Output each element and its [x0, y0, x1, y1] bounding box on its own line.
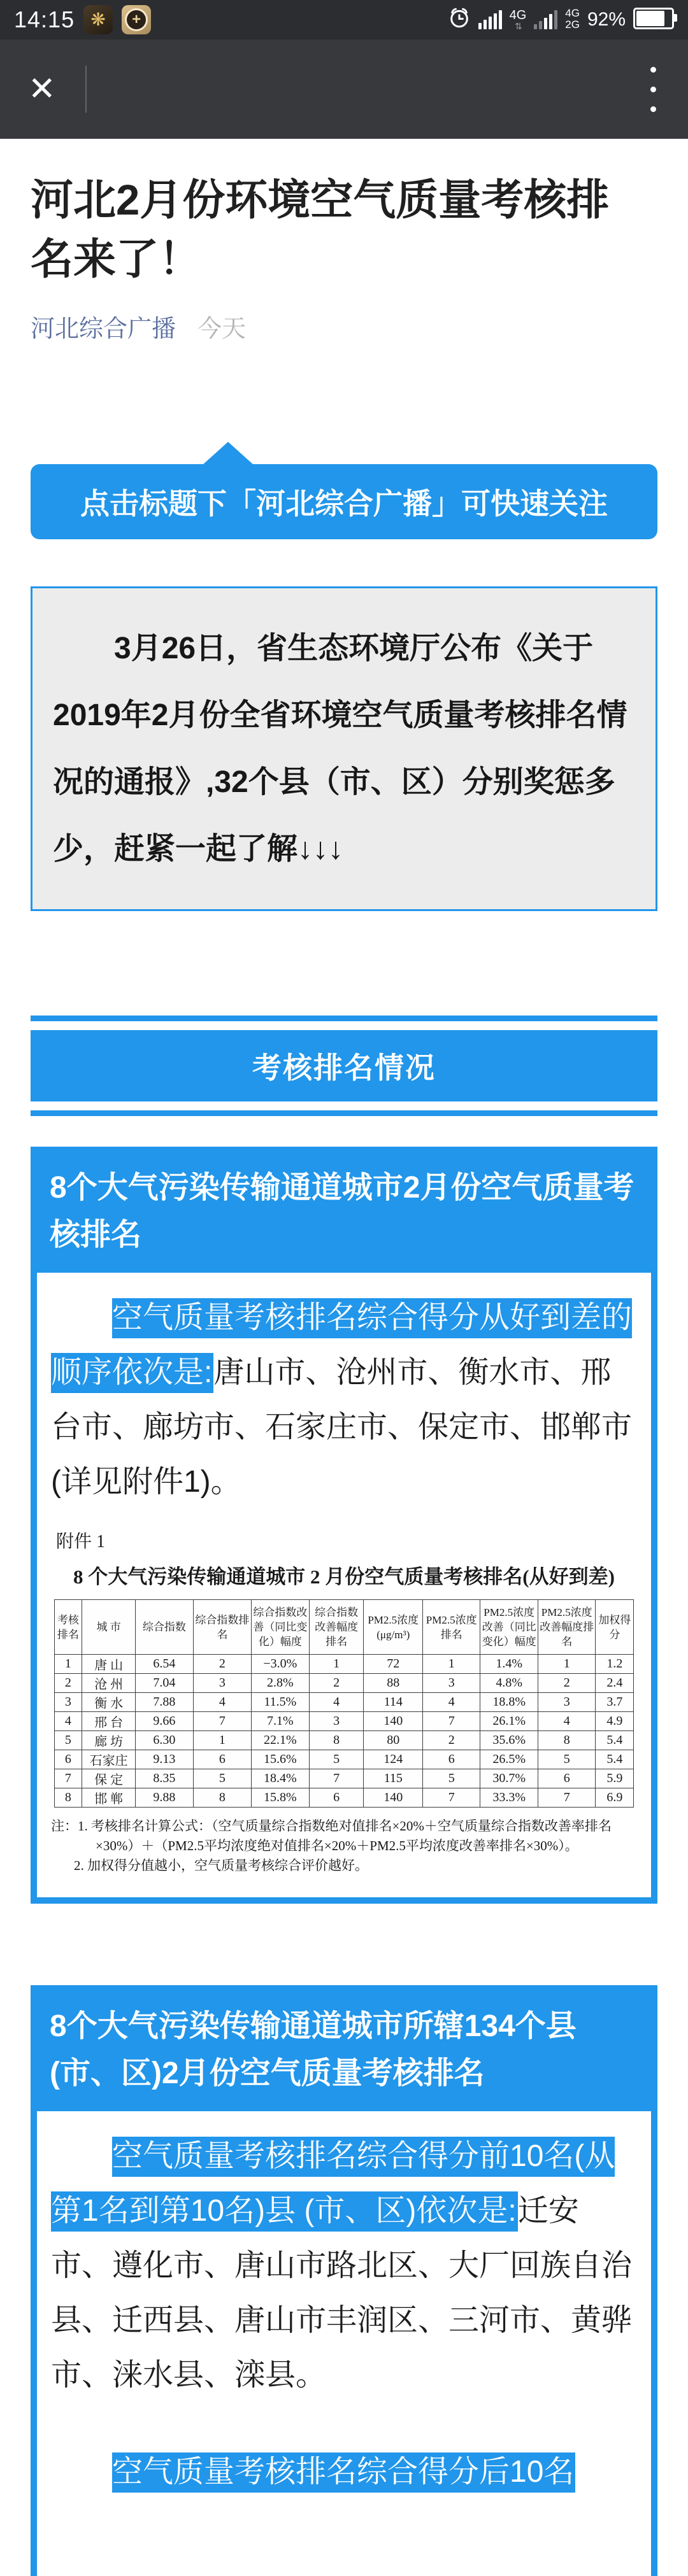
table-header-row	[54, 1600, 634, 1655]
table-cell: 1.2	[596, 1655, 634, 1674]
table-row	[54, 1674, 634, 1693]
table-cell: 4	[423, 1693, 480, 1712]
table-cell: 1	[309, 1655, 364, 1674]
app-bar	[0, 39, 688, 139]
table-cell: 26.5%	[480, 1750, 538, 1769]
attachment-1	[51, 1527, 637, 1876]
column-header: 加权得分	[596, 1600, 634, 1655]
table-cell: 5.4	[596, 1731, 634, 1750]
table-cell: 7.88	[135, 1693, 193, 1712]
table-cell: 8.35	[135, 1769, 193, 1788]
more-menu-icon[interactable]	[647, 63, 660, 116]
column-header: 综合指数改善幅度排名	[309, 1600, 364, 1655]
table-row	[54, 1731, 634, 1750]
battery-percent: 92%	[587, 9, 626, 30]
table-cell: 8	[54, 1788, 82, 1808]
top10-paragraph	[51, 2129, 637, 2403]
column-header: PM2.5浓度(μg/m³)	[364, 1600, 423, 1655]
intro-text: 3月26日，省生态环境厅公布《关于2019年2月份全省环境空气质量考核排名情况的通报》,32个县（市、区）分别奖惩多少，赶紧一起了解↓↓↓	[53, 632, 627, 866]
table-row	[54, 1655, 634, 1674]
table-cell: 1	[538, 1655, 596, 1674]
ranking-paragraph	[51, 1291, 637, 1510]
table-cell: 8	[538, 1731, 596, 1750]
table-cell: 114	[364, 1693, 423, 1712]
panel-body	[37, 2111, 651, 2576]
notification-plus-app-icon	[122, 5, 151, 34]
table-cell: 5	[193, 1769, 251, 1788]
table-cell: 88	[364, 1674, 423, 1693]
table-cell: 5	[538, 1750, 596, 1769]
column-header: PM2.5浓度改善（同比变化）幅度	[480, 1600, 538, 1655]
table-cell: 1	[193, 1731, 251, 1750]
table-cell: 4.8%	[480, 1674, 538, 1693]
table-cell: 1	[54, 1655, 82, 1674]
follow-banner-text: 点击标题下「河北综合广播」可快速关注	[80, 487, 608, 520]
table-cell: 18.8%	[480, 1693, 538, 1712]
table-cell: 80	[364, 1731, 423, 1750]
column-header: PM2.5浓度排名	[423, 1600, 480, 1655]
highlighted-text: 空气质量考核排名综合得分后10名	[112, 2452, 575, 2493]
clock-time: 14:15	[14, 6, 75, 32]
table-cell: 5.4	[596, 1750, 634, 1769]
article-content	[0, 171, 688, 2576]
table-cell: 3	[54, 1693, 82, 1712]
table-cell: 7	[423, 1788, 480, 1808]
table-cell: −3.0%	[251, 1655, 309, 1674]
table-cell: 6	[538, 1769, 596, 1788]
table-cell: 2	[309, 1674, 364, 1693]
table-cell: 6	[423, 1750, 480, 1769]
intro-box	[31, 586, 657, 911]
table-cell: 1.4%	[480, 1655, 538, 1674]
table-cell: 唐 山	[82, 1655, 136, 1674]
column-header: 综合指数排名	[193, 1600, 251, 1655]
network-type-sim2	[565, 8, 580, 31]
panel-header: 8个大气污染传输通道城市所辖134个县(市、区)2月份空气质量考核排名	[50, 2009, 577, 2090]
table-cell: 6	[193, 1750, 251, 1769]
attachment-table-title: 8 个大气污染传输通道城市 2 月份空气质量考核排名(从好到差)	[73, 1566, 615, 1588]
table-cell: 衡 水	[82, 1693, 136, 1712]
table-cell: 22.1%	[251, 1731, 309, 1750]
table-row	[54, 1693, 634, 1712]
table-cell: 2.8%	[251, 1674, 309, 1693]
column-header: 综合指数改善（同比变化）幅度	[251, 1600, 309, 1655]
table-cell: 6.54	[135, 1655, 193, 1674]
table-cell: 8	[309, 1731, 364, 1750]
table-cell: 9.88	[135, 1788, 193, 1808]
close-icon[interactable]: ✕	[28, 71, 56, 108]
byline	[31, 312, 657, 346]
section-title: 考核排名情况	[252, 1051, 436, 1084]
table-cell: 3.7	[596, 1693, 634, 1712]
table-cell: 7	[309, 1769, 364, 1788]
table-cell: 5	[423, 1769, 480, 1788]
table-row	[54, 1788, 634, 1808]
table-cell: 9.13	[135, 1750, 193, 1769]
table-cell: 7	[423, 1712, 480, 1731]
alarm-clock-icon	[448, 6, 471, 29]
section-header	[31, 1016, 657, 1116]
data-arrows-icon: ⇅	[515, 21, 521, 31]
table-cell: 6.30	[135, 1731, 193, 1750]
table-cell: 4	[193, 1693, 251, 1712]
table-cell: 35.6%	[480, 1731, 538, 1750]
status-bar-left	[14, 5, 151, 34]
account-name-link[interactable]: 河北综合广播	[31, 316, 176, 343]
table-cell: 1	[423, 1655, 480, 1674]
plus-icon: +	[127, 10, 146, 29]
table-row	[54, 1712, 634, 1731]
network-type-sim1	[510, 9, 527, 31]
highlighted-text: 空气质量考核排名综合得分从好到差的顺序依次是:	[51, 1298, 632, 1393]
city-list-text: 唐山市、沧州市、衡水市、邢台市、廊坊市、石家庄市、保定市、邯郸市 (详见附件1)。	[51, 1355, 633, 1499]
table-cell: 7.1%	[251, 1712, 309, 1731]
table-cell: 4.9	[596, 1712, 634, 1731]
shell-icon: ❋	[90, 10, 106, 29]
table-cell: 4	[309, 1693, 364, 1712]
status-bar	[0, 0, 688, 39]
ranking-table	[54, 1599, 634, 1808]
table-cell: 33.3%	[480, 1788, 538, 1808]
publish-date: 今天	[197, 316, 247, 343]
table-cell: 6	[54, 1750, 82, 1769]
status-bar-right	[448, 6, 674, 33]
panel-header: 8个大气污染传输通道城市2月份空气质量考核排名	[50, 1171, 634, 1252]
table-notes	[51, 1816, 637, 1876]
appbar-divider	[85, 66, 87, 113]
bottom10-paragraph	[51, 2445, 637, 2500]
table-cell: 30.7%	[480, 1769, 538, 1788]
table-cell: 3	[193, 1674, 251, 1693]
table-cell: 5.9	[596, 1769, 634, 1788]
table-cell: 15.6%	[251, 1750, 309, 1769]
table-cell: 2	[54, 1674, 82, 1693]
table-cell: 3	[423, 1674, 480, 1693]
table-cell: 3	[538, 1693, 596, 1712]
table-cell: 124	[364, 1750, 423, 1769]
table-row	[54, 1750, 634, 1769]
network-type-label: 4G	[509, 8, 527, 22]
attachment-label: 附件 1	[56, 1532, 106, 1552]
table-note: 2. 加权得分值越小，空气质量考核综合评价越好。	[74, 1858, 368, 1873]
table-cell: 4	[54, 1712, 82, 1731]
table-cell: 2	[538, 1674, 596, 1693]
battery-icon	[633, 8, 674, 29]
column-header: 考核排名	[54, 1600, 82, 1655]
table-cell: 7	[538, 1788, 596, 1808]
column-header: PM2.5浓度改善幅度排名	[538, 1600, 596, 1655]
table-cell: 140	[364, 1712, 423, 1731]
panel-body	[37, 1273, 651, 1897]
notification-shell-app-icon	[83, 5, 113, 34]
column-header: 城 市	[82, 1600, 136, 1655]
table-cell: 9.66	[135, 1712, 193, 1731]
panel-city-ranking	[31, 1147, 657, 1904]
page-title: 河北2月份环境空气质量考核排名来了！	[31, 176, 610, 283]
table-cell: 18.4%	[251, 1769, 309, 1788]
divider-line	[31, 1016, 657, 1021]
table-cell: 4	[538, 1712, 596, 1731]
table-cell: 7	[54, 1769, 82, 1788]
table-cell: 11.5%	[251, 1693, 309, 1712]
table-cell: 26.1%	[480, 1712, 538, 1731]
panel-county-ranking	[31, 1985, 657, 2576]
table-cell: 8	[193, 1788, 251, 1808]
table-cell: 沧 州	[82, 1674, 136, 1693]
follow-banner	[31, 464, 657, 539]
table-cell: 7	[193, 1712, 251, 1731]
table-cell: 72	[364, 1655, 423, 1674]
divider-line	[31, 1110, 657, 1116]
table-cell: 5	[54, 1731, 82, 1750]
network-type-label: 4G	[565, 7, 580, 20]
table-cell: 140	[364, 1788, 423, 1808]
table-cell: 3	[309, 1712, 364, 1731]
table-cell: 7.04	[135, 1674, 193, 1693]
signal-bars-sim1-icon	[478, 10, 502, 29]
county-list-text: 迁安市、遵化市、唐山市路北区、大厂回族自治县、迁西县、唐山市丰润区、三河市、黄骅市、涞水县、滦县。	[51, 2194, 633, 2392]
table-cell: 2	[193, 1655, 251, 1674]
table-cell: 115	[364, 1769, 423, 1788]
table-cell: 15.8%	[251, 1788, 309, 1808]
table-cell: 邢 台	[82, 1712, 136, 1731]
table-row	[54, 1769, 634, 1788]
table-cell: 邯 郸	[82, 1788, 136, 1808]
table-note: 注：1. 考核排名计算公式：（空气质量综合指数绝对值排名×20%＋空气质量综合指数改善率排名×30%）＋（PM2.5平均浓度绝对值排名×20%＋PM2.5平均浓度改善率排名×30%）。	[51, 1818, 612, 1853]
table-cell: 廊 坊	[82, 1731, 136, 1750]
highlighted-text: 空气质量考核排名综合得分前10名(从第1名到第10名)县 (市、区)依次是:	[51, 2137, 615, 2232]
column-header: 综合指数	[135, 1600, 193, 1655]
table-cell: 6	[309, 1788, 364, 1808]
section-title-bar	[31, 1030, 657, 1101]
table-cell: 保 定	[82, 1769, 136, 1788]
table-cell: 石家庄	[82, 1750, 136, 1769]
table-cell: 2	[423, 1731, 480, 1750]
network-type-label: 2G	[565, 18, 580, 31]
table-cell: 6.9	[596, 1788, 634, 1808]
signal-bars-sim2-icon	[534, 10, 557, 29]
table-cell: 5	[309, 1750, 364, 1769]
table-cell: 2.4	[596, 1674, 634, 1693]
